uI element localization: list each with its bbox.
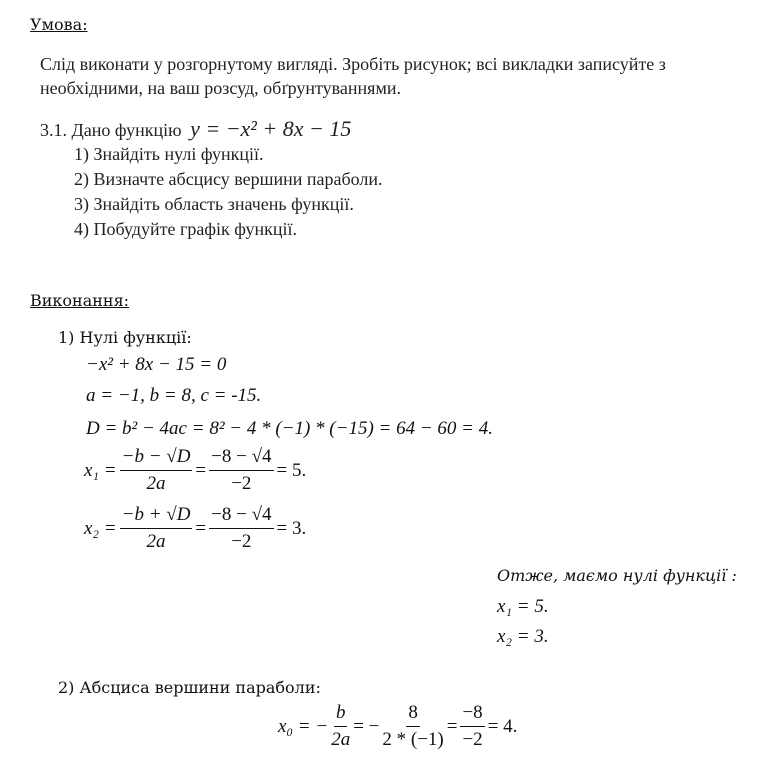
- task-item-3: 3) Знайдіть область значень функції.: [74, 194, 354, 214]
- vertex-f2-numerator: 8: [406, 702, 420, 727]
- x2-lhs: x₂ =: [84, 517, 117, 539]
- zeros-equation: −x² + 8x − 15 = 0: [86, 354, 227, 375]
- section1-title: 1) Нулі функції:: [58, 328, 192, 347]
- section2-title: 2) Абсциса вершини параболи:: [58, 678, 321, 697]
- task-line: [40, 116, 351, 142]
- vertex-mid: = −: [353, 715, 380, 737]
- x1-frac2-denominator: −2: [231, 473, 252, 494]
- coefficients-line: a = −1, b = 8, c = -15.: [86, 385, 262, 406]
- zeros-conclusion: Отже, маємо нулі функції :: [497, 566, 737, 585]
- vertex-formula: x₀ = − $\frac{b}{2a}$ = − $\frac{8}{2 * (-1)}$ = $\frac{-8}{-2}$ = 4.: [278, 702, 518, 750]
- task-item-4: 4) Побудуйте графік функції.: [74, 219, 297, 239]
- vertex-fraction-numeric: [460, 702, 484, 751]
- vertex-f2-denominator: 2 * (−1): [382, 729, 444, 750]
- x1-fraction-numeric: [209, 446, 273, 495]
- x1-frac1-numerator: −b − √D: [120, 446, 193, 471]
- x1-result: = 5.: [276, 459, 307, 481]
- vertex-result: = 4.: [487, 715, 518, 737]
- x2-frac2-denominator: −2: [231, 531, 252, 552]
- execution-heading: Виконання:: [30, 291, 130, 310]
- discriminant-line: D = b² − 4ac = 8² − 4 * (−1) * (−15) = 64 − 60 = 4.: [86, 418, 493, 439]
- x2-fraction-general: [120, 504, 193, 553]
- x1-formula: x₁ = $\frac{-b - √D}{2a}$ = $\frac{-8 - √4}{-2}$ = 5.: [84, 446, 307, 494]
- task-function: y = −x² + 8x − 15: [190, 116, 352, 141]
- x1-lhs: x₁ =: [84, 459, 117, 481]
- x2-result: = 3.: [276, 517, 307, 539]
- vertex-fraction-general: [331, 702, 350, 751]
- vertex-fraction-substituted: [382, 702, 443, 751]
- zero-x2: x₂ = 3.: [497, 626, 549, 647]
- condition-heading: Умова:: [30, 15, 88, 34]
- x2-formula: x₂ = $\frac{-b + √D}{2a}$ = $\frac{-8 - √4}{-2}$ = 3.: [84, 504, 307, 552]
- x2-frac1-numerator: −b + √D: [120, 504, 193, 529]
- x1-frac1-denominator: 2a: [146, 473, 166, 494]
- task-number: 3.1. Дано функцію: [40, 120, 182, 140]
- x1-frac2-numerator: −8 − √4: [209, 446, 273, 471]
- task-item-1: 1) Знайдіть нулі функції.: [74, 144, 264, 164]
- task-item-2: 2) Визначте абсцису вершини параболи.: [74, 169, 383, 189]
- vertex-f1-numerator: b: [334, 702, 348, 727]
- x2-fraction-numeric: [209, 504, 273, 553]
- vertex-f3-denominator: −2: [462, 729, 483, 750]
- x1-fraction-general: [120, 446, 193, 495]
- x2-frac2-numerator: −8 − √4: [209, 504, 273, 529]
- vertex-lhs: x₀ = −: [278, 715, 329, 737]
- vertex-f1-denominator: 2a: [331, 729, 351, 750]
- vertex-f3-numerator: −8: [460, 702, 484, 727]
- zero-x1: x₁ = 5.: [497, 596, 549, 617]
- x2-frac1-denominator: 2a: [146, 531, 166, 552]
- condition-intro: Слід виконати у розгорнутому вигляді. Зробіть рисунок; всі викладки записуйте з необхідними, на ваш розсуд, обґрунтуваннями.: [40, 54, 666, 98]
